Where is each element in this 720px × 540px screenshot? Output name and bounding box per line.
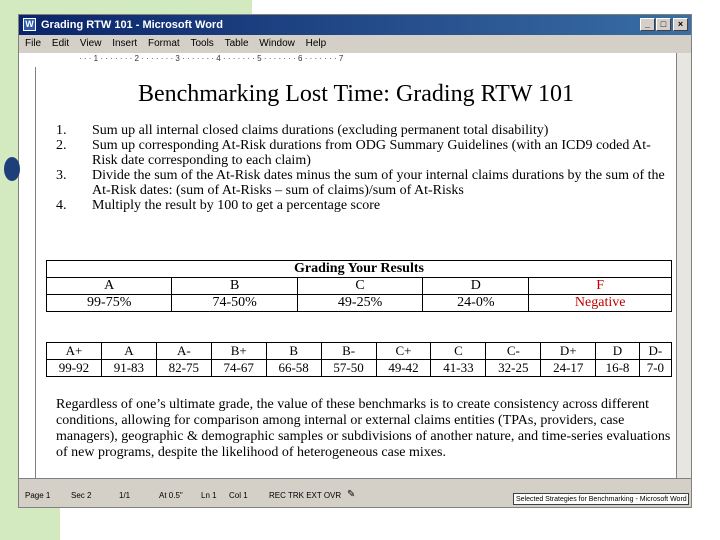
table-row [47, 295, 672, 312]
range-cell: 66-58 [266, 360, 321, 377]
results-heading: Grading Your Results [47, 261, 672, 278]
range-cell: 74-50% [172, 295, 297, 312]
menu-help[interactable]: Help [305, 38, 327, 49]
range-cell: 49-42 [376, 360, 431, 377]
status-pages: 1/1 [119, 491, 131, 500]
status-section: Sec 2 [71, 491, 92, 500]
document-title: Benchmarking Lost Time: Grading RTW 101 [137, 81, 575, 107]
range-cell: 41-33 [431, 360, 486, 377]
step-number: 4. [56, 198, 67, 213]
grade-cell: C+ [376, 343, 431, 360]
menu-view[interactable]: View [79, 38, 102, 49]
detail-grade-table [46, 342, 672, 377]
summary-paragraph: Regardless of one’s ultimate grade, the value of these benchmarks is to create consistency across different conditions, allowing for comparison among internal or external claims entities (TPAs, providers, case managers), geographic & demographic samples or subdivisions of another nature, and time-series evaluations of new programs, despite the likelihood of heterogeneous case mixes. [56, 397, 671, 460]
menu-edit[interactable]: Edit [51, 38, 70, 49]
menu-window[interactable]: Window [259, 38, 295, 49]
range-cell: 57-50 [321, 360, 376, 377]
status-at: At 0.5" [159, 491, 183, 500]
taskbar-document-item[interactable]: Selected Strategies for Benchmarking - Microsoft Word [513, 493, 689, 505]
horizontal-ruler[interactable]: · · · 1 · · · · · · · 2 · · · · · · · 3 · · · · · · · 4 · · · · · · · 5 · · · · · · · 6 · · · · · · · 7 [19, 53, 691, 68]
table-row [47, 343, 672, 360]
grade-cell: D+ [541, 343, 596, 360]
menu-tools[interactable]: Tools [190, 38, 214, 49]
range-cell: 91-83 [101, 360, 156, 377]
vertical-scrollbar[interactable] [676, 53, 691, 479]
step-text: Sum up corresponding At-Risk durations from ODG Summary Guidelines (with an ICD9 coded At-Risk date corresponding to each claim) [92, 138, 651, 168]
range-cell: 32-25 [486, 360, 541, 377]
table-row [47, 261, 672, 278]
step-number: 2. [56, 138, 67, 153]
word-window [18, 14, 692, 508]
grade-cell: C [431, 343, 486, 360]
window-title: Grading RTW 101 - Microsoft Word [41, 19, 223, 31]
spelling-icon[interactable]: ✎ [347, 489, 356, 500]
menu-bar [19, 35, 691, 53]
steps-list [56, 123, 676, 213]
close-icon[interactable]: × [673, 18, 688, 31]
step-text: Divide the sum of the At-Risk dates minus the sum of your internal claims durations by the sum of the At-Risk dates: (sum of At-Risks – sum of claims)/sum of At-Risks [92, 168, 665, 198]
menu-file[interactable]: File [25, 38, 42, 49]
grade-cell: D [596, 343, 640, 360]
grade-cell: C [297, 278, 422, 295]
grade-cell: F [529, 278, 672, 295]
range-cell: 99-92 [47, 360, 102, 377]
grade-cell: A- [156, 343, 211, 360]
range-cell: 16-8 [596, 360, 640, 377]
table-row [47, 360, 672, 377]
menu-table[interactable]: Table [224, 38, 249, 49]
grade-cell: A+ [47, 343, 102, 360]
range-cell: 82-75 [156, 360, 211, 377]
range-cell: 49-25% [297, 295, 422, 312]
grade-cell: D [423, 278, 529, 295]
grade-cell: C- [486, 343, 541, 360]
status-col: Col 1 [229, 491, 248, 500]
range-cell: 99-75% [47, 295, 172, 312]
step-number: 1. [56, 123, 67, 138]
vertical-ruler[interactable] [19, 67, 36, 479]
slide-bullet-dot [4, 157, 20, 181]
range-cell: 7-0 [639, 360, 671, 377]
range-cell: 74-67 [211, 360, 266, 377]
title-bar[interactable] [19, 15, 691, 35]
minimize-icon[interactable]: _ [640, 18, 655, 31]
results-table [46, 260, 672, 312]
maximize-icon[interactable]: □ [656, 18, 671, 31]
grade-cell: B [172, 278, 297, 295]
grade-cell: D- [639, 343, 671, 360]
grade-cell: A [101, 343, 156, 360]
document-page[interactable] [36, 67, 676, 479]
table-row [47, 278, 672, 295]
menu-format[interactable]: Format [148, 38, 180, 49]
status-modes: REC TRK EXT OVR [269, 491, 342, 500]
word-app-icon: W [23, 18, 36, 31]
grade-cell: B- [321, 343, 376, 360]
list-item [56, 168, 676, 198]
menu-insert[interactable]: Insert [112, 38, 138, 49]
grade-cell: B [266, 343, 321, 360]
slide-top-strip [0, 0, 252, 14]
list-item [56, 198, 676, 213]
grade-cell: A [47, 278, 172, 295]
list-item [56, 138, 676, 168]
status-bar [19, 478, 691, 507]
status-line: Ln 1 [201, 491, 217, 500]
list-item [56, 123, 676, 138]
range-cell: 24-17 [541, 360, 596, 377]
status-page: Page 1 [25, 491, 51, 500]
range-cell: 24-0% [423, 295, 529, 312]
step-number: 3. [56, 168, 67, 183]
step-text: Multiply the result by 100 to get a percentage score [92, 198, 381, 213]
grade-cell: B+ [211, 343, 266, 360]
step-text: Sum up all internal closed claims durations (excluding permanent total disability) [92, 123, 549, 138]
range-cell: Negative [529, 295, 672, 312]
